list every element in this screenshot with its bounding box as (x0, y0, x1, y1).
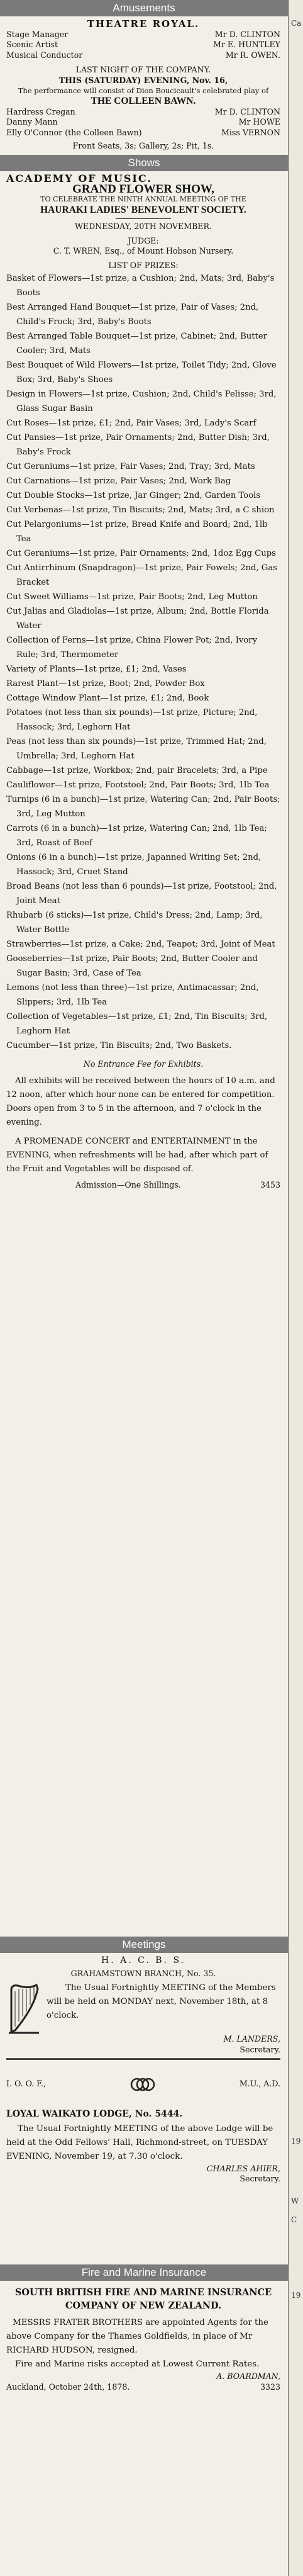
edge-text: C (291, 2215, 297, 2224)
harp-icon (6, 1983, 41, 2034)
this-evening: THIS (SATURDAY) EVENING, Nov. 16, (58, 75, 228, 85)
prize-item: Basket of Flowers—1st prize, a Cushion; 2nd, Mats; 3rd, Baby's Boots (6, 273, 275, 298)
staff-row (6, 50, 280, 61)
staff-row-label: Scenic Artist (6, 40, 58, 50)
section-header-shows: Shows (0, 155, 288, 171)
prize-item: Rhubarb (6 sticks)—1st prize, Child's Dress; 2nd, Lamp; 3rd, Water Bottle (6, 910, 263, 935)
hacbs-branch: GRAHAMSTOWN BRANCH, No. 35. (70, 1968, 216, 1978)
prize-item: Cauliflower—1st prize, Footstool; 2nd, Pair Boots; 3rd, 1lb Tea (6, 780, 270, 790)
lodge-role: Secretary. (240, 2174, 280, 2184)
prices: Front Seats, 3s; Gallery, 2s; Pit, 1s. (72, 140, 214, 150)
prize-item: Cut Verbenas—1st prize, Tin Biscuits; 2nd, Mats; 3rd, a C shion (6, 505, 275, 515)
no-entrance-fee: No Entrance Fee for Exhibits. (83, 1059, 204, 1069)
exhibit-notice: All exhibits will be received between the hours of 10 a.m. and 12 noon, after which hour none can be entered for competition. Doors open from 3 to 5 in the afternoon, and 7 o'clock in the evening. (6, 1076, 275, 1128)
prize-item: Gooseberries—1st prize, Pair Boots; 2nd, Butter Cooler and Sugar Basin; 3rd, Case of Tea (6, 953, 258, 978)
cast-row-value: Miss VERNON (221, 128, 280, 138)
edge-text: 19 (291, 2137, 301, 2146)
flower-show-ad (0, 171, 288, 1937)
meetings-ads (0, 1953, 288, 2264)
celebrate-line: TO CELEBRATE THE NINTH ANNUAL MEETING OF THE (40, 195, 246, 204)
prize-item: Cut Geraniums—1st prize, Pair Ornaments; 2nd, 1doz Egg Cups (6, 548, 276, 558)
insurance-number: 3323 (260, 2382, 280, 2392)
prize-item: Strawberries—1st prize, a Cake; 2nd, Teapot; 3rd, Joint of Meat (6, 939, 275, 949)
hacbs-text: The Usual Fortnightly MEETING of the Members will be held on MONDAY next, November 18th, at 8 o'clock. (47, 1983, 276, 2021)
prize-item: Variety of Plants—1st prize, £1; 2nd, Vases (6, 664, 187, 674)
cast-row (6, 117, 280, 128)
staff-row-label: Stage Manager (6, 29, 69, 39)
cast-row-label: Elly O'Connor (the Colleen Bawn) (6, 128, 142, 138)
mu-title: M.U., A.D. (239, 2079, 280, 2089)
section-header-meetings: Meetings (0, 1937, 288, 1953)
cast-row-value: Mr D. CLINTON (214, 106, 280, 116)
prize-list (6, 271, 280, 1053)
prize-item: Cut Carnations—1st prize, Pair Vases; 2nd, Work Bag (6, 476, 231, 486)
insurance-rates: Fire and Marine risks accepted at Lowest Current Rates. (15, 2359, 260, 2369)
admission: Admission—One Shillings. (75, 1180, 181, 1190)
insurance-signature: A. BOARDMAN, (216, 2371, 280, 2381)
lodge-text: The Usual Fortnightly MEETING of the above Lodge will be held at the Odd Fellows' Hall, Richmond-street, on TUESDAY EVENING, November 19, at 7.30 o'clock. (6, 2123, 273, 2161)
prize-item: Turnips (6 in a bunch)—1st prize, Watering Can; 2nd, Pair Boots; 3rd, Leg Mutton (6, 794, 280, 819)
prize-item: Cut Sweet Williams—1st prize, Pair Boots; 2nd, Leg Mutton (6, 592, 258, 602)
prize-item: Peas (not less than six pounds)—1st prize, Trimmed Hat; 2nd, Umbrella; 3rd, Leghorn Hat (6, 736, 267, 761)
prize-item: Cut Double Stocks—1st prize, Jar Ginger; 2nd, Garden Tools (6, 490, 261, 500)
cast-row-label: Danny Mann (6, 117, 58, 127)
prize-item: Potatoes (not less than six pounds)—1st prize, Picture; 2nd, Hassock; 3rd, Leghorn Hat (6, 707, 258, 732)
prize-item: Cottage Window Plant—1st prize, £1; 2nd, Book (6, 693, 209, 703)
adjacent-column-edge (288, 0, 303, 2576)
society-name: HAURAKI LADIES' BENEVOLENT SOCIETY. (40, 205, 246, 216)
staff-row-value: Mr D. CLINTON (214, 29, 280, 39)
theatre-ad (0, 16, 288, 155)
prize-item: Cut Antirrhinum (Snapdragon)—1st prize, Pair Fowels; 2nd, Gas Bracket (6, 563, 277, 587)
cast-row (6, 107, 280, 118)
edge-text: Ca (291, 19, 302, 28)
insurance-company: SOUTH BRITISH FIRE AND MARINE INSURANCE COMPANY OF NEW ZEALAND. (14, 2287, 272, 2311)
prize-item: Cut Pelargoniums—1st prize, Bread Knife and Board; 2nd, 1lb Tea (6, 519, 268, 544)
flower-show-title: GRAND FLOWER SHOW, (72, 182, 214, 196)
prize-item: Carrots (6 in a bunch)—1st prize, Watering Can; 2nd, 1lb Tea; 3rd, Roast of Beef (6, 823, 267, 848)
prize-item: Cut Jalias and Gladiolas—1st prize, Album; 2nd, Bottle Florida Water (6, 606, 269, 631)
prize-item: Onions (6 in a bunch)—1st prize, Japanned Writing Set; 2nd, Hassock; 3rd, Cruet Stand (6, 852, 262, 877)
staff-row-value: Mr R. OWEN. (225, 50, 280, 60)
cast-row (6, 128, 280, 138)
play-title: THE COLLEEN BAWN. (91, 95, 196, 106)
prize-item: Cut Geraniums—1st prize, Fair Vases; 2nd, Tray; 3rd, Mats (6, 461, 255, 471)
lodge-title: LOYAL WAIKATO LODGE, No. 5444. (6, 2108, 183, 2119)
show-date: WEDNESDAY, 20TH NOVEMBER. (74, 221, 212, 231)
section-header-amusements: Amusements (0, 0, 288, 16)
prize-item: Collection of Ferns—1st prize, China Flower Pot; 2nd, Ivory Rule; 3rd, Thermometer (6, 635, 258, 660)
cast-row-label: Hardress Cregan (6, 106, 75, 116)
staff-row (6, 40, 280, 50)
last-night: LAST NIGHT OF THE COMPANY. (75, 64, 211, 74)
prize-item: Rarest Plant—1st prize, Boot; 2nd, Powder Box (6, 678, 205, 689)
prize-item: Lemons (not less than three)—1st prize, Antimacassar; 2nd, Slippers; 3rd, 1lb Tea (6, 982, 259, 1007)
edge-text: W (291, 2196, 299, 2205)
staff-row-value: Mr E. HUNTLEY (212, 40, 280, 50)
prize-item: Collection of Vegetables—1st prize, £1; 2nd, Tin Biscuits; 3rd, Leghorn Hat (6, 1011, 268, 1036)
prize-item: Best Arranged Table Bouquet—1st prize, Cabinet; 2nd, Butter Cooler; 3rd, Mats (6, 331, 267, 356)
prize-item: Cut Pansies—1st prize, Pair Ornaments; 2nd, Butter Dish; 3rd, Baby's Frock (6, 432, 270, 457)
academy-title: ACADEMY OF MUSIC. (6, 172, 152, 184)
prize-item: Best Arranged Hand Bouquet—1st prize, Pair of Vases; 2nd, Child's Frock; 3rd, Baby's Boots (6, 302, 259, 327)
lodge-signature: CHARLES AHIER, (206, 2163, 280, 2173)
play-cast (6, 107, 280, 138)
ioof-title: I. O. O. F., (6, 2079, 46, 2089)
hacbs-signature: M. LANDERS, (223, 2034, 280, 2044)
prize-item: Cabbage—1st prize, Workbox; 2nd, pair Bracelets; 3rd, a Pipe (6, 765, 268, 775)
judge-name: C. T. WREN, Esq., of Mount Hobson Nursery. (53, 246, 234, 256)
prize-item: Cucumber—1st prize, Tin Biscuits; 2nd, Two Baskets. (6, 1040, 232, 1050)
staff-row-label: Musical Conductor (6, 50, 83, 60)
section-header-insurance: Fire and Marine Insurance (0, 2264, 288, 2281)
insurance-ad (0, 2281, 288, 2396)
theatre-title: THEATRE ROYAL. (87, 18, 200, 30)
edge-text: 19 (291, 2291, 301, 2300)
prize-item: Broad Beans (not less than 6 pounds)—1st prize, Footstool; 2nd, Joint Meat (6, 881, 277, 906)
prizes-heading: LIST OF PRIZES: (108, 260, 179, 270)
insurance-date: Auckland, October 24th, 1878. (6, 2382, 130, 2392)
performance-desc: The performance will consist of Dion Boucicault's celebrated play of (18, 86, 269, 96)
prize-item: Cut Roses—1st prize, £1; 2nd, Pair Vases; 3rd, Lady's Scarf (6, 418, 256, 428)
hacbs-role: Secretary. (240, 2045, 280, 2055)
insurance-text: MESSRS FRATER BROTHERS are appointed Agents for the above Company for the Thames Goldfields, in place of Mr RICHARD HUDSON, resigned. (6, 2318, 268, 2355)
linked-rings-icon (127, 2069, 158, 2100)
theatre-staff (6, 30, 280, 61)
admission-number: 3453 (260, 1180, 280, 1190)
judge-heading: JUDGE: (128, 235, 159, 245)
prize-item: Design in Flowers—1st prize, Cushion; 2nd, Child's Pelisse; 3rd, Glass Sugar Basin (6, 389, 277, 413)
cast-row-value: Mr HOWE (238, 117, 280, 127)
concert-notice: A PROMENADE CONCERT and ENTERTAINMENT in the EVENING, when refreshments will be had, after which part of the Fruit and Vegetables will be disposed of. (6, 1137, 268, 1174)
hacbs-title: H. A. C. B. S. (101, 1955, 185, 1966)
staff-row (6, 30, 280, 40)
prize-item: Best Bouquet of Wild Flowers—1st prize, Toilet Tidy; 2nd, Glove Box; 3rd, Baby's Shoes (6, 360, 277, 385)
